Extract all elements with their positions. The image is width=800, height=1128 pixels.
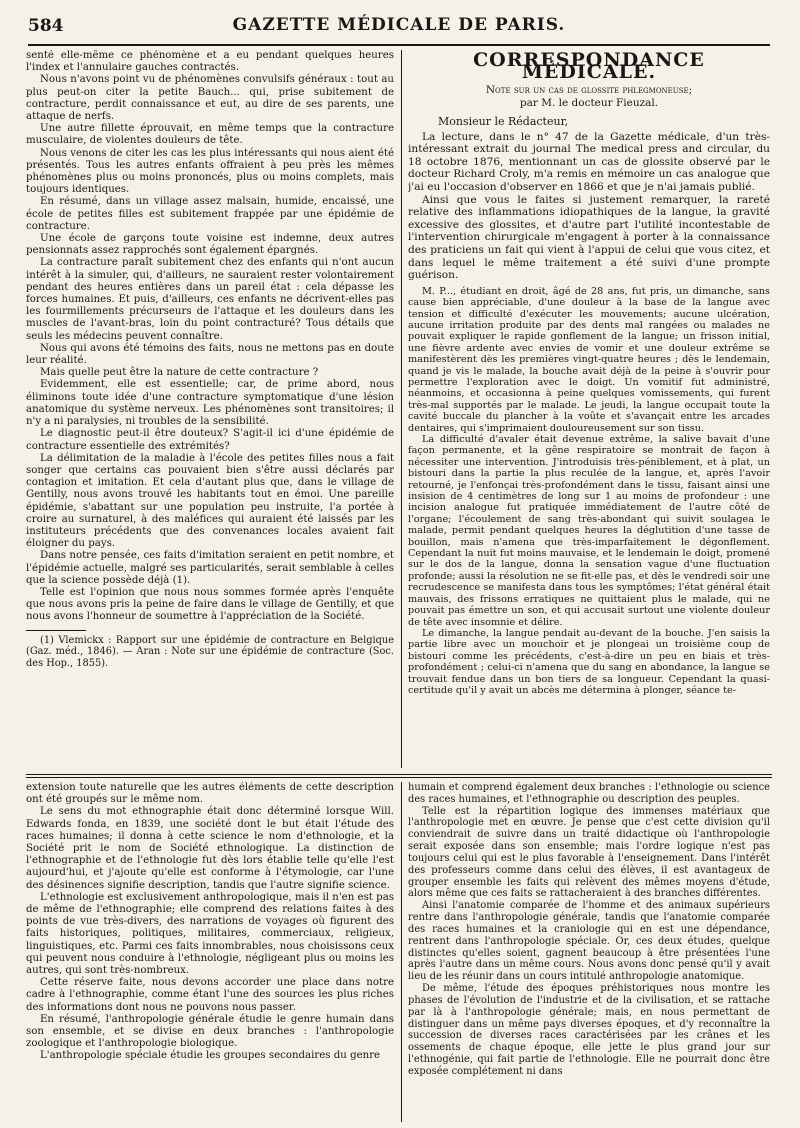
paragraph: Mais quelle peut être la nature de cette contracture ? [40,367,319,379]
paragraph: Telle est la répartition logique des immenses matériaux que l'anthropologie met en œuvre. Je pense que c'est cette division qu'il conviendrait de suivre dans un traité didactique où l'anthropologie serait exposée dans son ensemble; mais l'ordre logique n'est pas toujours celui qui est le plus favorable à l'enseignement. Dans l'intérêt des professeurs comme dans celui des élèves, il est avantageux de grouper ensemble les faits qui relèvent des mêmes moyens d'étude, alors même que ces faits se rattacheraient à des branches différentes. [408,805,770,900]
paragraph: En résumé, l'anthropologie générale étudie le genre humain dans son ensemble, et se divise en deux branches : l'anthropologie zoologique et l'anthropologie biologique. [26,1013,394,1050]
column-divider-top [401,50,402,768]
bottom-right-column [408,782,770,1122]
header-rule [28,44,770,46]
paragraph: Nous n'avons point vu de phénomènes convulsifs généraux : tout au plus peut-on citer la petite Bauch... qui, prise subitement de contracture, perdit connaissance et eut, au dire de ses parents, une attaque de nerfs. [26,74,394,123]
paragraph: Ainsi que vous le faites si justement remarquer, la rareté relative des inflammations idiopathiques de la langue, la gravité excessive des glossites, et d'autre part l'utilité incontestable de l'intervention chirurgicale m'engagent à porter à la connaissance des praticiens un fait qui vient à l'appui de celui que vous citez, et dans lequel le même traitement a été suivi d'une prompte guérison. [408,193,770,282]
article-subtitle: Note sur un cas de glossite phlegmoneuse; [485,84,693,97]
paragraph: Dans notre pensée, ces faits d'imitation seraient en petit nombre, et l'épidémie actuelle, malgré ses particularités, serait semblable à celles que la science possède déjà (1). [26,550,394,586]
journal-title: GAZETTE MÉDICALE DE PARIS. [232,15,566,35]
paragraph: La délimitation de la maladie à l'école des petites filles nous a fait songer que certains cas pouvaient bien s'être aussi déclarés par contagion et imitation. Et cela d'autant plus que, dans le village de Gentilly, nous avons trouvé les habitants tout en émoi. Une pareille épidémie, s'abattant sur une population peu instruite, l'a portée à croire au surnaturel, à des maléfices qui auraient été laissés par les instituteurs précédents que des convenances locales avaient fait éloigner du pays. [26,452,394,550]
section-rule [26,774,772,775]
paragraph: Cette réserve faite, nous devons accorder une place dans notre cadre à l'ethnographie, comme étant l'une des sources les plus riches des informations dont nous ne pouvons nous passer. [26,977,394,1013]
page-header [28,10,770,42]
paragraph: Ainsi l'anatomie comparée de l'homme et des animaux supérieurs rentre dans l'anthropologie générale, tandis que l'anatomie comparée des races humaines et la craniologie qui en est une dépendance, rentrent dans l'anthropologie spéciale. Or, ces deux études, quelque distinctes qu'elles soient, gagnent beaucoup à être présentées l'une après l'autre dans un même cours. Nous avons donc pensé qu'il y avait lieu de les réunir dans un cours intitulé anthropologie anatomique. [408,900,770,983]
footnote: (1) Vlemickx : Rapport sur une épidémie de contracture en Belgique (Gaz. méd., 1846). — Aran : Note sur une épidémie de contracture (Soc. des Hop., 1855). [26,634,394,670]
top-left-column [26,50,394,765]
paragraph: L'anthropologie spéciale étudie les groupes secondaires du genre [40,1050,381,1062]
paragraph: Le sens du mot ethnographie était donc déterminé lorsque Will. Edwards fonda, en 1839, une société dont le but était l'étude des races humaines; il donna à cette science le nom d'ethnologie, et la Société prit le nom de Société ethnologique. La distinction de l'ethnographie et de l'ethnologie fut dès lors établie telle qu'elle l'est aujourd'hui, et j'ajoute qu'elle est conforme à l'étymologie, car l'une des désinences signifie description, tandis que l'autre signifie science. [26,806,394,891]
paragraph: En résumé, dans un village assez malsain, humide, encaissé, une école de petites filles est subitement frappée par une épidémie de contracture. [26,196,394,232]
paragraph: extension toute naturelle que les autres éléments de cette description ont été groupés sur le même nom. [26,782,394,806]
paragraph: Une école de garçons toute voisine est indemne, deux autres pensionnats assez rapprochés sont également épargnés. [26,233,394,257]
paragraph: Nous venons de citer les cas les plus intéressants qui nous aient été présentés. Tous les autres enfants offraient à peu près les mêmes phénomènes plus ou moins prononcés, plus ou moins complets, mais toujours identiques. [26,147,394,196]
paragraph: La contracture paraît subitement chez des enfants qui n'ont aucun intérêt à la simuler, qui, d'ailleurs, ne sauraient rester volontairement pendant des heures entières dans un pareil état : cela dépasse les forces humaines. Et puis, d'ailleurs, ces enfants ne décrivent-elles pas les fourmillements précurseurs de l'attaque et les douleurs dans les muscles de l'avant-bras, loin du point contracturé? Tous détails que seuls les médecins peuvent connaître. [26,257,394,342]
paragraph: Evidemment, elle est essentielle; car, de prime abord, nous éliminons toute idée d'une contracture symptomatique d'une lésion anatomique du système nerveux. Les phénomènes sont transitoires; il n'y a ni paralysies, ni troubles de la sensibilité. [26,379,394,428]
case-paragraph: Le dimanche, la langue pendait au-devant de la bouche. J'en saisis la partie libre avec un mouchoir et je plongeai un troisième coup de bistouri comme les précédents, c'est-à-dire un peu en biais et très-profondément ; celui-ci n'amena que du sang en abondance, la langue se trouvait fendue dans un bon tiers de sa longueur. Cependant la quasi-certitude qu'il y avait un abcès me détermina à plonger, séance te- [408,627,770,696]
paragraph: La lecture, dans le n° 47 de la Gazette médicale, d'un très-intéressant extrait du journal The medical press and circular, du 18 octobre 1876, mentionnant un cas de glossite observé par le docteur Richard Croly, m'a remis en mémoire un cas analogue que j'ai eu l'occasion d'observer en 1866 et que je n'ai jamais publié. [408,130,770,193]
section-title: CORRESPONDANCE MÉDICALE. [473,50,705,84]
article-author: par M. le docteur Fieuzal. [519,97,659,110]
paragraph: senté elle-même ce phénomène et a eu pendant quelques heures l'index et l'annulaire gauches contractés. [26,50,394,74]
paragraph: Nous qui avons été témoins des faits, nous ne mettons pas en doute leur réalité. [26,342,394,367]
paragraph: L'ethnologie est exclusivement anthropologique, mais il n'en est pas de même de l'ethnographie; elle comprend des relations faites à des points de vue très-divers, des narrations de voyages où figurent des faits historiques, politiques, militaires, commerciaux, religieux, linguistiques, etc. Parmi ces faits innombrables, nous choisissons ceux qui peuvent nous conduire à l'ethnologie, négligeant plus ou moins les autres, qui sont très-nombreux. [26,891,394,977]
salutation: Monsieur le Rédacteur, [438,115,569,129]
paragraph: Une autre fillette éprouvait, en même temps que la contracture musculaire, de violentes douleurs de tête. [26,123,394,147]
paragraph: Le diagnostic peut-il être douteux? S'agit-il ici d'une épidémie de contracture essentielle des extrémités? [26,428,394,452]
footnote-rule [26,630,86,631]
bottom-left-column [26,782,394,1122]
page-number: 584 [28,16,64,36]
column-divider-bottom [401,782,402,1122]
case-paragraph: La difficulté d'avaler était devenue extrême, la salive bavait d'une façon permanente, et la gêne respiratoire se montrait de façon à nécessiter une intervention. J'introduisis très-péniblement, et à plat, un bistouri dans la partie la plus reculée de la langue, et, après l'avoir retourné, je l'enfonçai très-profondément dans le tissu, faisant ainsi une insision de 4 centimètres de long sur 1 au moins de profondeur : une incision analogue fut pratiquée immédiatement de l'autre côté de l'organe; l'écoulement de sang très-abondant qui suivit soulagea le malade, permit pendant quelques heures la déglutition d'une tasse de bouillon, mais n'amena que très-imparfaitement le dégonflement. Cependant la nuit fut moins mauvaise, et le lendemain le doigt, promené sur le dos de la langue, donna la sensation vague d'une fluctuation profonde; aussi la résolution ne se fit-elle pas, et dès le vendredi soir une recrudescence se manifesta dans tous les symptômes; l'état général était mauvais, des frissons erratiques ne quittaient plus le malade, qui ne pouvait pas émettre un son, et qui accusait surtout une violente douleur de tête avec insomnie et délire. [408,434,770,628]
paragraph: De même, l'étude des époques préhistoriques nous montre les phases de l'évolution de l'industrie et de la civilisation, et se rattache par là à l'anthropologie générale; mais, en nous permettant de distinguer dans un même pays diverses époques, et d'y reconnaître la succession de diverses races caractérisées par les crânes et les ossements de chaque époque, elle jette le plus grand jour sur l'ethnogénie, qui fait partie de l'ethnologie. Elle ne pourrait donc être exposée complétement ni dans [408,983,770,1077]
top-right-column [408,50,770,768]
paragraph: Telle est l'opinion que nous nous sommes formée après l'enquête que nous avons pris la peine de faire dans le village de Gentilly, et que nous avons l'honneur de soumettre à l'appréciation de la Société. [26,586,394,623]
section-rule-2 [26,777,772,778]
paragraph: humain et comprend également deux branches : l'ethnologie ou science des races humaines, et l'ethnographie ou description des peuples. [408,782,770,805]
case-paragraph: M. P..., étudiant en droit, âgé de 28 ans, fut pris, un dimanche, sans cause bien appréciable, d'une douleur à la base de la langue avec tension et difficulté d'exécuter les mouvements; aucune ulcération, aucune irritation produite par des dents mal rangées ou malades ne pouvait expliquer le rapide gonflement de la langue; un frisson initial, une fièvre ardente avec envies de vomir et une douleur extrême se manifestèrent dès les premières vingt-quatre heures ; dès le lendemain, quand je vis le malade, la bouche avait déjà de la peine à s'ouvrir pour permettre l'exploration avec le doigt. Un vomitif fut administré, néanmoins, et occasionna à peine quelques vomissements, qui furent très-mal supportés par le malade. Le jeudi, la langue occupait toute la cavité buccale du plancher à la voûte et s'avançait entre les arcades dentaires, qui s'imprimaient douloureusement sur son tissu. [408,285,770,434]
